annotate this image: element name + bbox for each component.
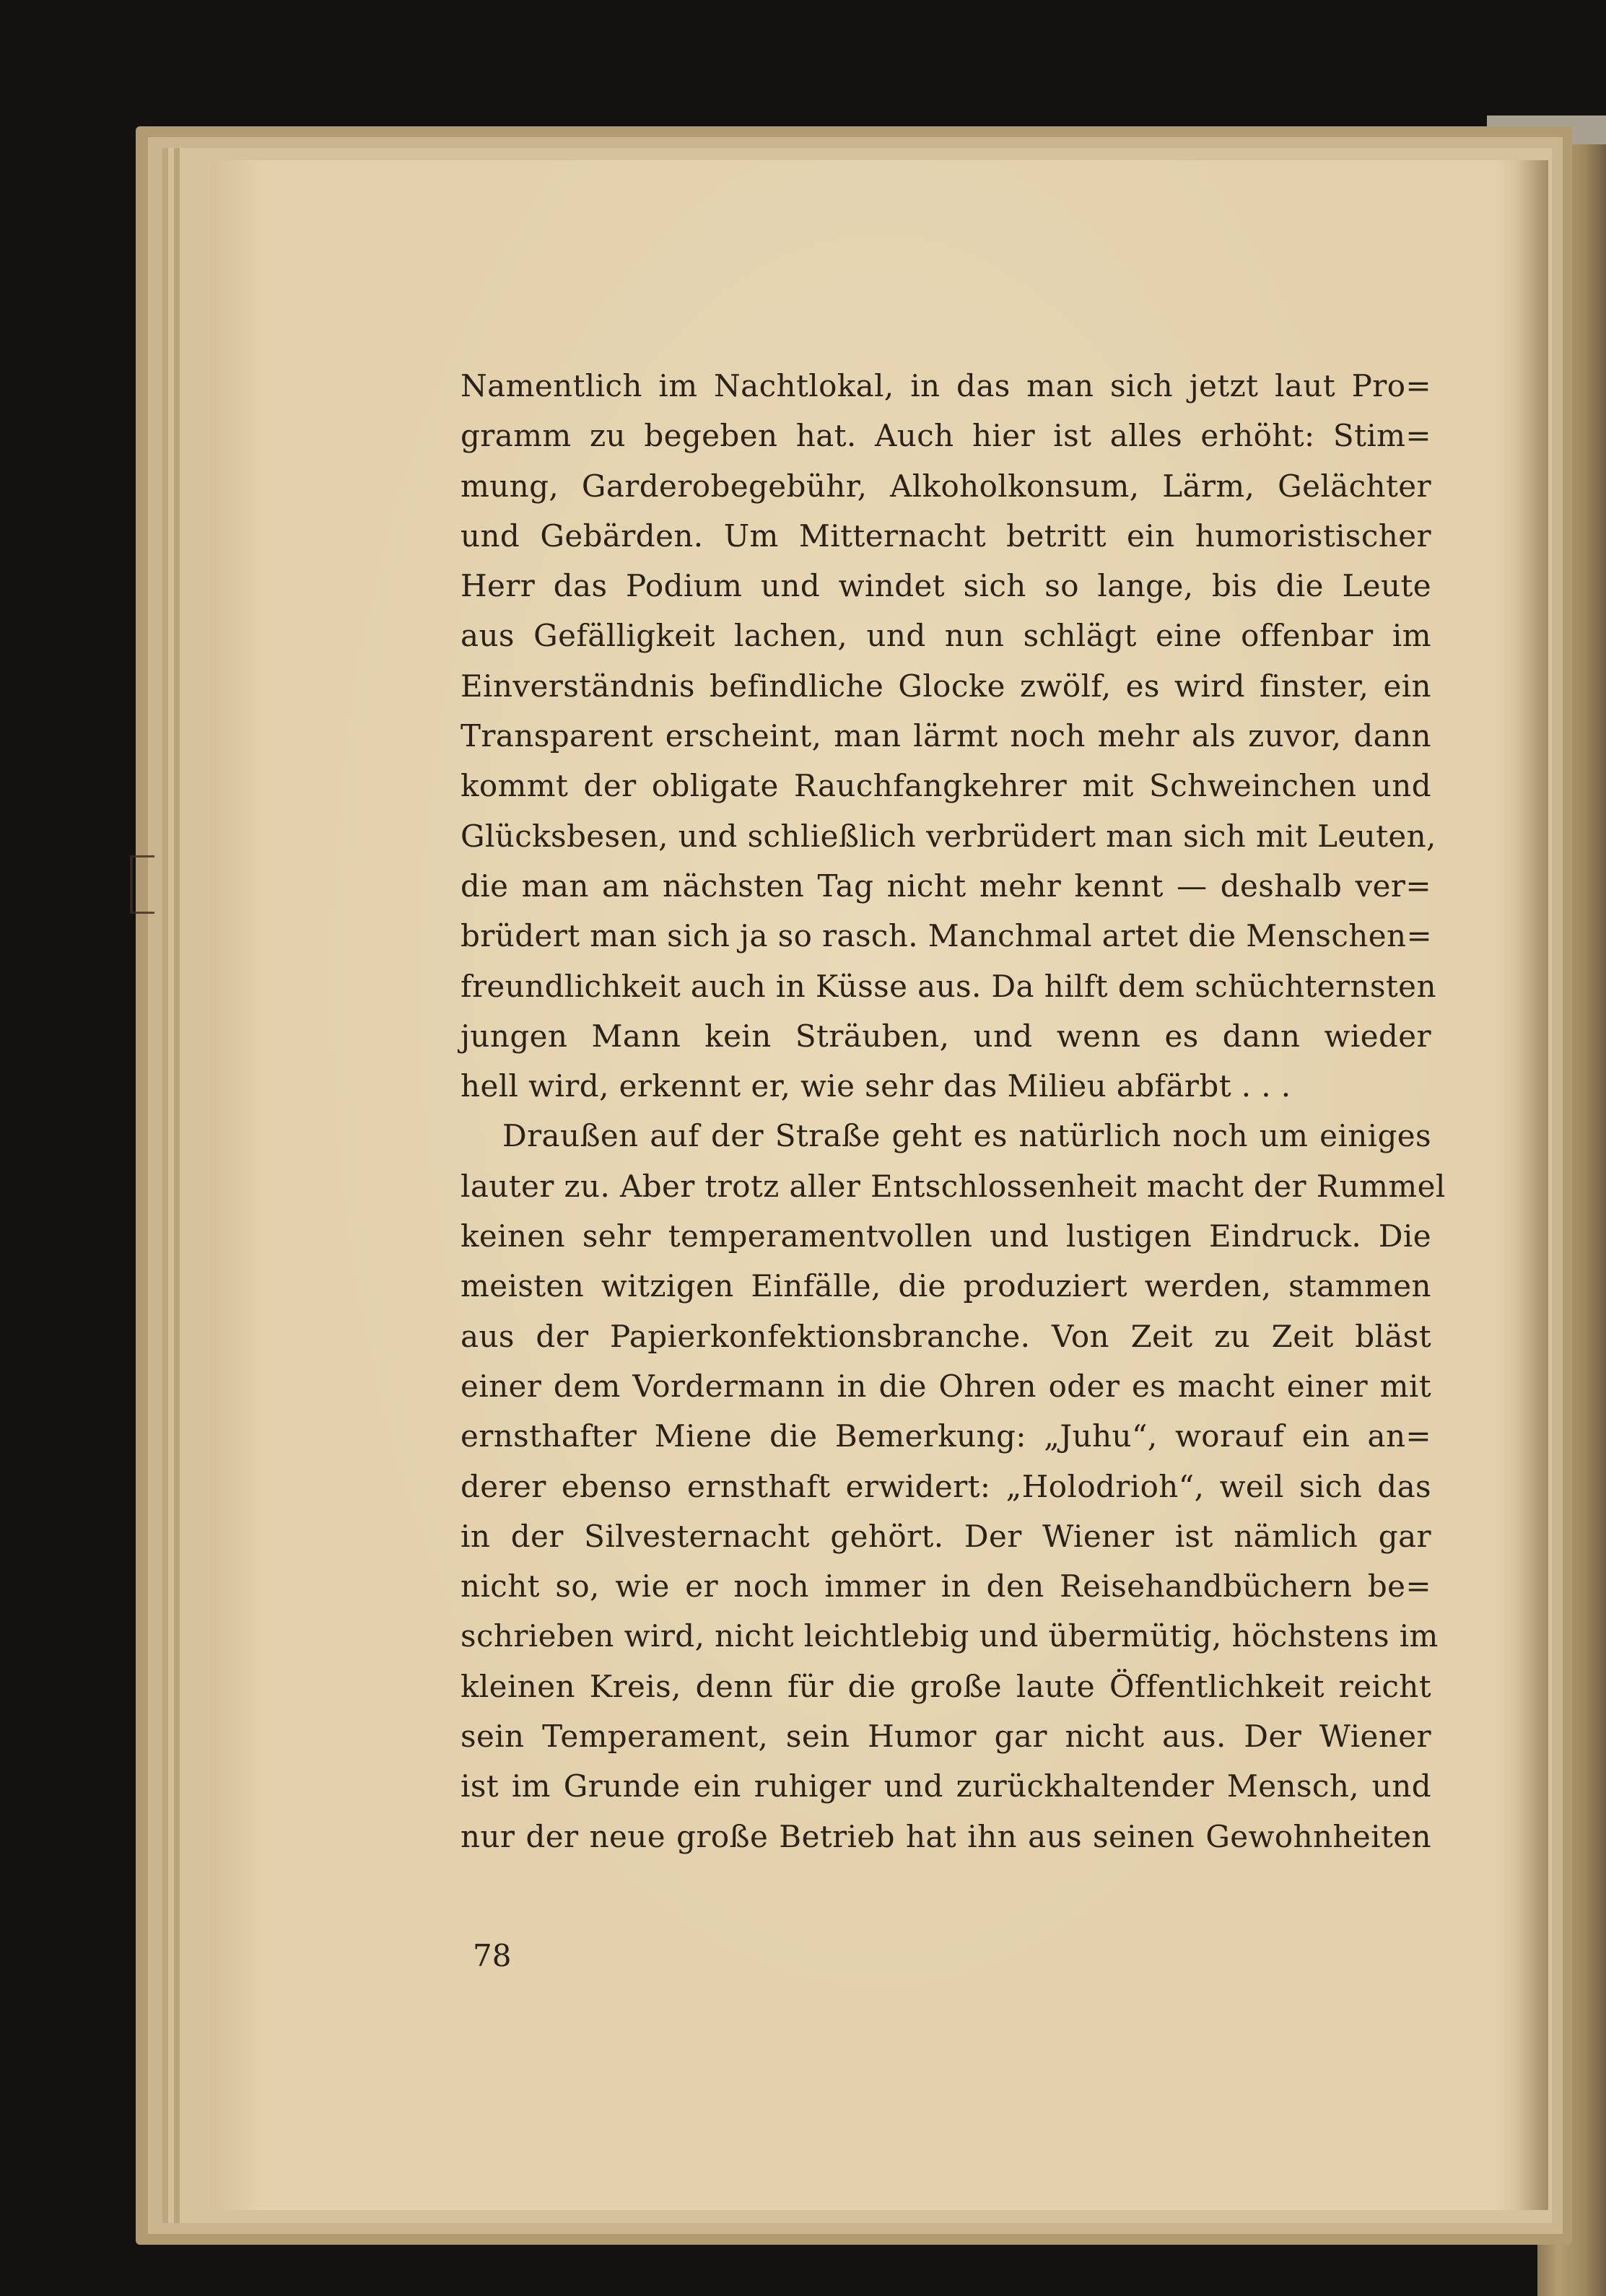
page-number: 78 <box>473 1938 512 1973</box>
text-line: freundlichkeit auch in Küsse aus. Da hilft dem schüchternsten <box>461 968 1436 1004</box>
text-line: die man am nächsten Tag nicht mehr kennt — deshalb ver= <box>461 868 1431 904</box>
text-line: meisten witzigen Einfälle, die produziert werden, stammen <box>461 1268 1431 1304</box>
text-line: schrieben wird, nicht leichtlebig und übermütig, höchstens im <box>461 1618 1439 1654</box>
text-line: und Gebärden. Um Mitternacht betritt ein humoristischer <box>461 518 1431 554</box>
text-line: einer dem Vordermann in die Ohren oder es macht einer mit <box>461 1368 1431 1404</box>
gutter-shadow <box>1516 160 1548 2210</box>
text-line: Einverständnis befindliche Glocke zwölf, es wird finster, ein <box>461 668 1431 704</box>
text-line: hell wird, erkennt er, wie sehr das Milieu abfärbt . . . <box>461 1068 1291 1104</box>
text-line: sein Temperament, sein Humor gar nicht aus. Der Wiener <box>461 1719 1431 1755</box>
text-line: derer ebenso ernsthaft erwidert: „Holodrioh“, weil sich das <box>461 1468 1431 1504</box>
text-line: lauter zu. Aber trotz aller Entschlossenheit macht der Rummel <box>461 1168 1446 1204</box>
text-line: kommt der obligate Rauchfangkehrer mit Schweinchen und <box>461 768 1431 804</box>
text-line: nur der neue große Betrieb hat ihn aus seinen Gewohnheiten <box>461 1818 1431 1854</box>
text-line: mung, Garderobegebühr, Alkoholkonsum, Lärm, Gelächter <box>461 468 1431 504</box>
body-text <box>461 361 1446 1861</box>
text-line: jungen Mann kein Sträuben, und wenn es dann wieder <box>461 1018 1431 1054</box>
text-line: gramm zu begeben hat. Auch hier ist alles erhöht: Stim= <box>461 418 1431 454</box>
text-line: ernsthafter Miene die Bemerkung: „Juhu“, worauf ein an= <box>461 1418 1431 1454</box>
margin-bracket-mark <box>130 855 154 914</box>
text-line: keinen sehr temperamentvollen und lustigen Eindruck. Die <box>461 1218 1431 1254</box>
text-line: Draußen auf der Straße geht es natürlich noch um einiges <box>502 1118 1431 1154</box>
text-line: Namentlich im Nachtlokal, in das man sich jetzt laut Pro= <box>461 368 1431 403</box>
text-line: Glücksbesen, und schließlich verbrüdert man sich mit Leuten, <box>461 818 1436 854</box>
text-line: Herr das Podium und windet sich so lange, bis die Leute <box>461 568 1431 604</box>
text-line: kleinen Kreis, denn für die große laute Öffentlichkeit reicht <box>461 1668 1431 1704</box>
text-line: aus der Papierkonfektionsbranche. Von Zeit zu Zeit bläst <box>461 1318 1431 1354</box>
text-line: aus Gefälligkeit lachen, und nun schlägt eine offenbar im <box>461 618 1431 654</box>
text-line: in der Silvesternacht gehört. Der Wiener ist nämlich gar <box>461 1518 1431 1554</box>
text-line: nicht so, wie er noch immer in den Reisehandbüchern be= <box>461 1568 1431 1605</box>
text-line: brüdert man sich ja so rasch. Manchmal artet die Menschen= <box>461 918 1433 954</box>
text-line: ist im Grunde ein ruhiger und zurückhaltender Mensch, und <box>461 1768 1431 1804</box>
text-line: Transparent erscheint, man lärmt noch mehr als zuvor, dann <box>461 718 1431 754</box>
